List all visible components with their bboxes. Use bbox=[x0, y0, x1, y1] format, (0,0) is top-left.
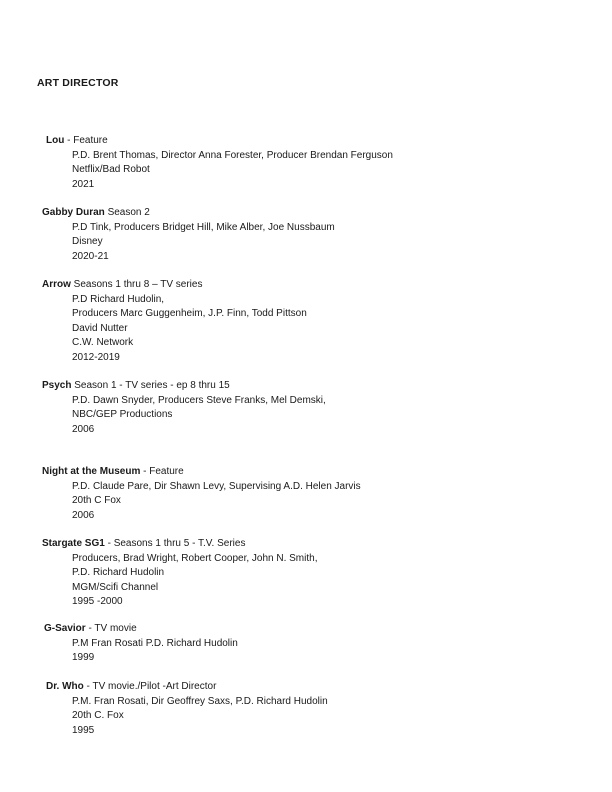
credit-detail: David Nutter bbox=[72, 322, 128, 334]
credit-title: Gabby Duran bbox=[42, 207, 105, 218]
credit-entry-arrow bbox=[42, 278, 307, 365]
credit-entry-dr-who bbox=[46, 680, 328, 738]
credit-subtitle: - Feature bbox=[140, 466, 184, 477]
credit-title: Dr. Who bbox=[46, 681, 84, 692]
credit-detail: P.M. Fran Rosati, Dir Geoffrey Saxs, P.D. Richard Hudolin bbox=[72, 695, 328, 707]
credit-title: Lou bbox=[46, 135, 65, 146]
credit-detail: P.D. Richard Hudolin bbox=[72, 567, 165, 578]
credit-detail: P.D. Dawn Snyder, Producers Steve Franks, Mel Demski, bbox=[72, 394, 326, 406]
credit-title: Night at the Museum bbox=[42, 466, 141, 477]
credit-subtitle: - TV movie./Pilot -Art Director bbox=[83, 681, 217, 692]
credit-detail: P.M Fran Rosati P.D. Richard Hudolin bbox=[72, 637, 238, 649]
credit-title: Psych bbox=[42, 380, 72, 391]
credit-entry-stargate-sg1 bbox=[42, 537, 317, 610]
credit-title-line bbox=[46, 680, 328, 695]
credit-title-line bbox=[42, 206, 335, 221]
credit-detail: 2006 bbox=[72, 423, 95, 435]
credit-subtitle: Seasons 1 thru 8 – TV series bbox=[70, 279, 203, 290]
credit-title-line bbox=[42, 278, 307, 293]
credit-detail: 20th C. Fox bbox=[72, 710, 124, 721]
credit-detail: P.D. Brent Thomas, Director Anna Forester, Producer Brendan Ferguson bbox=[72, 149, 393, 161]
credit-detail: NBC/GEP Productions bbox=[72, 409, 173, 420]
credit-title-line bbox=[42, 537, 317, 552]
credit-entry-gabby-duran bbox=[42, 206, 335, 264]
credit-entry-g-savior bbox=[44, 622, 238, 666]
credit-detail: 2021 bbox=[72, 178, 95, 190]
credit-title-line bbox=[42, 465, 361, 480]
credit-title-line bbox=[46, 134, 393, 149]
credit-detail: C.W. Network bbox=[72, 337, 134, 348]
credit-subtitle: Season 1 - TV series - ep 8 thru 15 bbox=[71, 380, 230, 391]
credit-title-line bbox=[44, 622, 238, 637]
credit-subtitle: - Seasons 1 thru 5 - T.V. Series bbox=[104, 538, 246, 549]
credit-detail: 2012-2019 bbox=[72, 351, 120, 363]
credit-subtitle: Season 2 bbox=[104, 207, 150, 218]
credit-detail: 1999 bbox=[72, 652, 95, 663]
credit-detail: P.D. Claude Pare, Dir Shawn Levy, Supervising A.D. Helen Jarvis bbox=[72, 480, 361, 492]
credit-subtitle: - Feature bbox=[64, 135, 108, 146]
credit-entry-night-at-the-museum bbox=[42, 465, 361, 523]
credit-detail: 2020-21 bbox=[72, 250, 109, 262]
credit-detail: P.D Tink, Producers Bridget Hill, Mike Alber, Joe Nussbaum bbox=[72, 221, 335, 233]
credit-subtitle: - TV movie bbox=[85, 623, 137, 634]
credit-entry-lou bbox=[46, 134, 393, 192]
credit-title-line bbox=[42, 379, 326, 394]
credit-detail: 1995 -2000 bbox=[72, 596, 123, 607]
credit-detail: P.D Richard Hudolin, bbox=[72, 293, 165, 305]
credit-detail: 2006 bbox=[72, 509, 95, 521]
credit-title: G-Savior bbox=[44, 623, 86, 634]
credit-detail: 20th C Fox bbox=[72, 495, 121, 506]
credit-entry-psych bbox=[42, 379, 326, 437]
credit-title: Arrow bbox=[42, 279, 71, 290]
credit-detail: MGM/Scifi Channel bbox=[72, 581, 159, 593]
credit-detail: 1995 bbox=[72, 724, 95, 736]
credit-detail: Producers Marc Guggenheim, J.P. Finn, Todd Pittson bbox=[72, 308, 307, 319]
credit-detail: Disney bbox=[72, 236, 103, 247]
credit-title: Stargate SG1 bbox=[42, 538, 105, 549]
credit-detail: Netflix/Bad Robot bbox=[72, 164, 150, 175]
page-heading: ART DIRECTOR bbox=[37, 77, 119, 89]
credit-detail: Producers, Brad Wright, Robert Cooper, John N. Smith, bbox=[72, 552, 318, 564]
